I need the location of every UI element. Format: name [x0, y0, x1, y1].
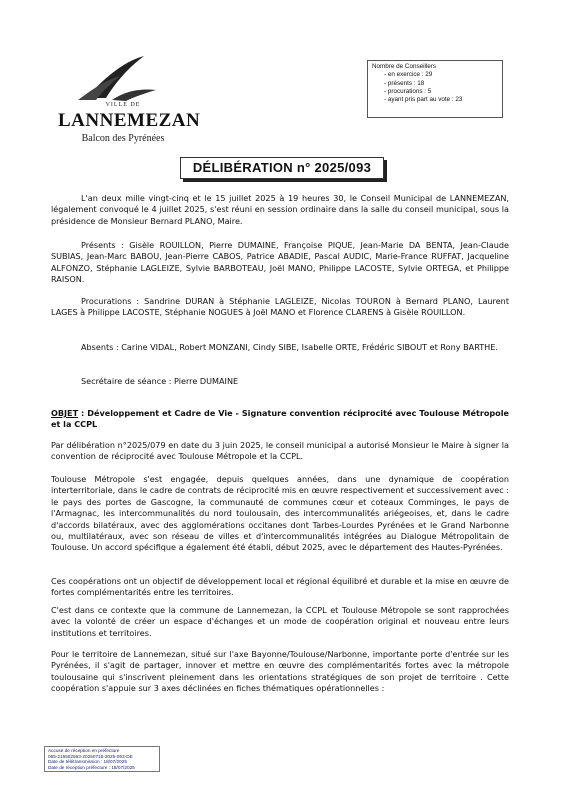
body-paragraph: C'est dans ce contexte que la commune de Lannemezan, la CCPL et Toulouse Métropole se sont rapprochées avec la volonté de créer un espace d'échanges et un mode de coopération original et nouveau entre leurs institutions et territoires. — [51, 605, 509, 638]
receipt-line: Date de réception préfecture : 18/07/2025 — [48, 764, 135, 770]
counselors-line: - ayant pris part au vote : 23 — [384, 96, 463, 104]
procurations-paragraph: Procurations : Sandrine DURAN à Stéphanie LAGLEIZE, Nicolas TOURON à Bernard PLANO, Laurent LAGES à Philippe LACOSTE, Stéphanie NOGUES à Joël MANO et Florence CLARENS à Gisèle ROUILLON. — [51, 296, 509, 318]
object-heading — [51, 408, 509, 431]
body-paragraph: Ces coopérations ont un objectif de développement local et régional équilibré et durable et la mise en œuvre de fortes complémentarités entre les territoires. — [51, 576, 509, 598]
counselors-line: - en exercice : 29 — [384, 71, 433, 79]
prefecture-receipt-stamp — [44, 746, 160, 772]
counselors-line: - présents : 18 — [384, 79, 425, 87]
logo-city-name: LANNEMEZAN — [58, 110, 201, 131]
object-text: : Développement et Cadre de Vie - Signature convention réciprocité avec Toulouse Métropole et la CCPL — [51, 408, 509, 430]
object-label: OBJET — [51, 408, 79, 418]
body-paragraph: Toulouse Métropole s'est engagée, depuis quelques années, dans une dynamique de coopération interterritoriale, dans le cadre de contrats de réciprocité mis en œuvre respectivement et successivement avec : le pays des portes de Gascogne, la communauté de communes cœur et coteaux Comminges, le pays de l'Armagnac, les intercommunalités du nord toulousain, des intercommunalités ariégeoises, et, dans le cadre d'accords bilatéraux, avec des agglomérations occitanes dont Tarbes-Lourdes Pyrénées et le Grand Narbonne ou, multilatéraux, avec son réseau de villes et d'intercommunalités intégrées au Dialogue Métropolitain de Toulouse. Un accord spécifique a également été établi, début 2025, avec le département des Hautes-Pyrénées. — [51, 474, 509, 553]
logo-tagline: Balcon des Pyrénées — [81, 133, 165, 144]
deliberation-title: DÉLIBÉRATION n° 2025/093 — [180, 157, 384, 179]
mountain-logo-icon — [76, 54, 166, 104]
intro-paragraph: L'an deux mille vingt-cinq et le 15 juillet 2025 à 19 heures 30, le Conseil Municipal de LANNEMEZAN, légalement convoqué le 4 juillet 2025, s'est réuni en session ordinaire dans la salle du conseil municipal, sous la présidence de Monsieur Bernard PLANO, Maire. — [51, 193, 509, 226]
counselors-title: Nombre de Conseillers — [372, 63, 437, 70]
secretary-line: Secrétaire de séance : Pierre DUMAINE — [81, 376, 239, 386]
body-paragraph: Pour le territoire de Lannemezan, situé sur l'axe Bayonne/Toulouse/Narbonne, importante porte d'entrée sur les Pyrénées, il s'agit de partager, innover et mettre en œuvre des complémentarités fortes avec la métropole toulousaine qui s'inscrivent pleinement dans les orientations stratégiques de son projet de territoire . Cette coopération s'appuie sur 3 axes déclinées en fiches thématiques opérationnelles : — [51, 649, 509, 694]
absents-paragraph: Absents : Carine VIDAL, Robert MONZANI, Cindy SIBE, Isabelle ORTE, Frédéric SIBOUT et Rony BARTHE. — [81, 342, 498, 352]
receipt-line: Accusé de réception en préfecture — [48, 748, 120, 753]
receipt-line: Date de télétransmission : 18/07/2025 — [48, 759, 127, 765]
counselors-count-box — [367, 60, 503, 118]
city-logo — [58, 54, 201, 154]
counselors-line: - procurations : 5 — [384, 87, 432, 95]
logo-prefix: VILLE DE — [105, 102, 141, 108]
body-paragraph: Par délibération n°2025/079 en date du 3 juin 2025, le conseil municipal a autorisé Monsieur le Maire à signer la convention de réciprocité avec Toulouse Métropole et la CCPL. — [51, 440, 509, 462]
presents-paragraph: Présents : Gisèle ROUILLON, Pierre DUMAINE, Françoise PIQUE, Jean-Marie DA BENTA, Jean-Claude SUBIAS, Jean-Marc BABOU, Jean-Pierre CABOS, Patrice ABADIE, Pascal AUDIC, Marie-France RUFFAT, Jacqueline ALFONZO, Stéphanie LAGLEIZE, Sylvie BARBOTEAU, Joël MANO, Philippe LACOSTE, Sylvie ORTEGA, et Philippe RAISON. — [51, 240, 509, 285]
receipt-line: 065-216502563-20250716-2025-093-DE — [48, 753, 133, 759]
